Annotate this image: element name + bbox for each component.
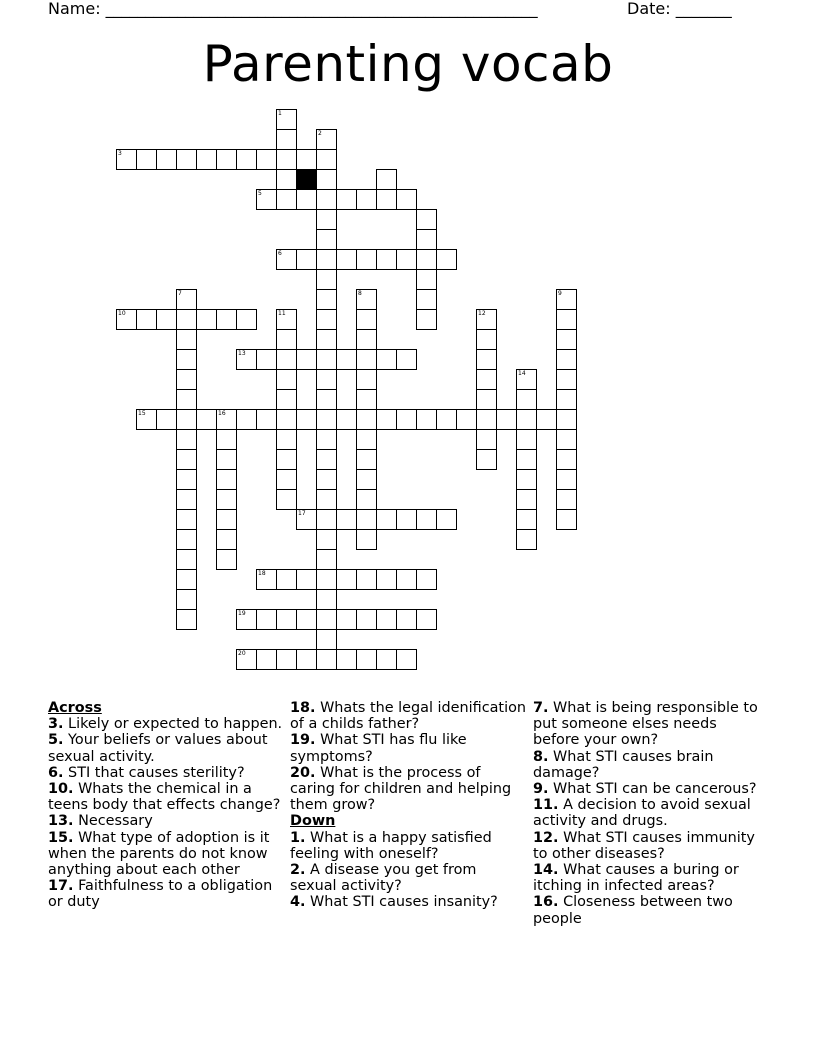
clue-text: Faithfulness to a obligation or duty — [48, 878, 273, 911]
name-field-label[interactable]: Name: ______________________________________________________ — [48, 0, 538, 18]
grid-cell[interactable] — [396, 409, 417, 430]
grid-cell[interactable] — [276, 609, 297, 630]
grid-cell[interactable] — [216, 429, 237, 450]
grid-cell[interactable] — [376, 509, 397, 530]
clue-number-label: 9 — [558, 290, 562, 297]
grid-cell[interactable] — [356, 509, 377, 530]
clue-text: Whats the chemical in a teens body that effects change? — [48, 781, 281, 814]
clue-text: Necessary — [73, 813, 153, 830]
clue-number: 20. — [290, 764, 316, 781]
grid-cell[interactable] — [556, 489, 577, 510]
grid-cell[interactable] — [176, 369, 197, 390]
grid-cell[interactable] — [356, 249, 377, 270]
grid-cell[interactable] — [336, 249, 357, 270]
grid-cell[interactable] — [276, 249, 297, 270]
grid-cell[interactable] — [556, 429, 577, 450]
grid-cell[interactable] — [116, 149, 137, 170]
clue-number-label: 13 — [238, 350, 246, 357]
clue-text: Your beliefs or values about sexual activity. — [48, 732, 268, 765]
clue-number: 19. — [290, 732, 316, 749]
clue-text: A decision to avoid sexual activity and drugs. — [533, 797, 751, 830]
grid-cell[interactable] — [556, 309, 577, 330]
clue-number-label: 15 — [138, 410, 146, 417]
grid-cell[interactable] — [416, 229, 437, 250]
grid-cell[interactable] — [396, 649, 417, 670]
grid-cell[interactable] — [296, 149, 317, 170]
across-heading: Across — [48, 700, 102, 716]
grid-cell[interactable] — [316, 309, 337, 330]
grid-cell[interactable] — [356, 429, 377, 450]
clue-number-label: 7 — [178, 290, 182, 297]
grid-cell[interactable] — [176, 589, 197, 610]
grid-cell[interactable] — [176, 609, 197, 630]
grid-cell[interactable] — [276, 129, 297, 150]
black-square — [296, 169, 317, 190]
grid-cell[interactable] — [316, 189, 337, 210]
grid-cell[interactable] — [276, 429, 297, 450]
grid-cell[interactable] — [176, 389, 197, 410]
grid-cell[interactable] — [516, 389, 537, 410]
grid-cell[interactable] — [156, 149, 177, 170]
grid-cell[interactable] — [356, 309, 377, 330]
clue-number: 11. — [533, 797, 559, 814]
grid-cell[interactable] — [176, 409, 197, 430]
grid-cell[interactable] — [336, 509, 357, 530]
grid-cell[interactable] — [296, 189, 317, 210]
page-title: Parenting vocab — [202, 35, 614, 93]
clue-across-13 — [48, 813, 283, 829]
grid-cell[interactable] — [156, 309, 177, 330]
grid-cell[interactable] — [296, 249, 317, 270]
grid-cell[interactable] — [256, 649, 277, 670]
grid-cell[interactable] — [316, 369, 337, 390]
clue-number: 18. — [290, 700, 316, 716]
clue-number-label: 14 — [518, 370, 526, 377]
grid-cell[interactable] — [396, 349, 417, 370]
grid-cell[interactable] — [296, 569, 317, 590]
grid-cell[interactable] — [276, 109, 297, 130]
grid-cell[interactable] — [416, 309, 437, 330]
grid-cell[interactable] — [356, 349, 377, 370]
grid-cell[interactable] — [316, 229, 337, 250]
clue-number: 1. — [290, 829, 306, 846]
grid-cell[interactable] — [296, 649, 317, 670]
grid-cell[interactable] — [316, 269, 337, 290]
grid-cell[interactable] — [316, 209, 337, 230]
clue-number: 8. — [533, 748, 549, 765]
grid-cell[interactable] — [236, 309, 257, 330]
clue-number-label: 3 — [118, 150, 122, 157]
grid-cell[interactable] — [336, 569, 357, 590]
clue-across-17 — [48, 878, 283, 910]
grid-cell[interactable] — [116, 309, 137, 330]
clue-down-1 — [290, 830, 526, 862]
grid-cell[interactable] — [316, 569, 337, 590]
grid-cell[interactable] — [176, 349, 197, 370]
grid-cell[interactable] — [476, 349, 497, 370]
clue-text: What STI causes brain damage? — [533, 748, 714, 781]
grid-cell[interactable] — [496, 409, 517, 430]
grid-cell[interactable] — [316, 429, 337, 450]
grid-cell[interactable] — [216, 309, 237, 330]
grid-cell[interactable] — [356, 609, 377, 630]
clue-number-label: 6 — [278, 250, 282, 257]
grid-cell[interactable] — [216, 549, 237, 570]
clue-number-label: 5 — [258, 190, 262, 197]
clue-number: 7. — [533, 700, 549, 716]
grid-cell[interactable] — [436, 509, 457, 530]
grid-cell[interactable] — [196, 149, 217, 170]
grid-cell[interactable] — [276, 489, 297, 510]
grid-cell[interactable] — [476, 329, 497, 350]
grid-cell[interactable] — [336, 189, 357, 210]
clue-across-18 — [290, 700, 526, 732]
clue-down-2 — [290, 862, 526, 894]
grid-cell[interactable] — [316, 329, 337, 350]
clues-column-1 — [48, 700, 283, 911]
grid-cell[interactable] — [236, 349, 257, 370]
grid-cell[interactable] — [416, 509, 437, 530]
grid-cell[interactable] — [176, 309, 197, 330]
clue-text: What type of adoption is it when the parents do not know anything about each other — [48, 829, 270, 879]
grid-cell[interactable] — [276, 349, 297, 370]
clue-number: 12. — [533, 829, 559, 846]
grid-cell[interactable] — [176, 149, 197, 170]
grid-cell[interactable] — [416, 289, 437, 310]
clue-text: What is being responsible to put someone elses needs before your own? — [533, 700, 758, 749]
grid-cell[interactable] — [556, 349, 577, 370]
grid-cell[interactable] — [436, 249, 457, 270]
grid-cell[interactable] — [316, 129, 337, 150]
grid-cell[interactable] — [556, 469, 577, 490]
clue-across-20 — [290, 765, 526, 814]
grid-cell[interactable] — [176, 529, 197, 550]
grid-cell[interactable] — [556, 289, 577, 310]
grid-cell[interactable] — [256, 189, 277, 210]
grid-cell[interactable] — [416, 569, 437, 590]
clue-down-9 — [533, 781, 765, 797]
grid-cell[interactable] — [316, 489, 337, 510]
grid-cell[interactable] — [196, 309, 217, 330]
clue-number: 13. — [48, 813, 74, 830]
grid-cell[interactable] — [236, 649, 257, 670]
grid-cell[interactable] — [316, 529, 337, 550]
clue-number-label: 1 — [278, 110, 282, 117]
clue-number-label: 20 — [238, 650, 246, 657]
grid-cell[interactable] — [336, 609, 357, 630]
clue-across-19 — [290, 732, 526, 764]
grid-cell[interactable] — [136, 149, 157, 170]
clue-across-5 — [48, 732, 283, 764]
clue-text: What is a happy satisfied feeling with oneself? — [290, 829, 492, 862]
grid-cell[interactable] — [276, 169, 297, 190]
clue-number-label: 10 — [118, 310, 126, 317]
grid-cell[interactable] — [276, 649, 297, 670]
clue-number-label: 19 — [238, 610, 246, 617]
clue-number: 2. — [290, 862, 306, 879]
grid-cell[interactable] — [356, 369, 377, 390]
grid-cell[interactable] — [276, 469, 297, 490]
grid-cell[interactable] — [516, 409, 537, 430]
clues-column-2 — [290, 700, 526, 911]
grid-cell[interactable] — [476, 449, 497, 470]
grid-cell[interactable] — [296, 609, 317, 630]
clue-number-label: 8 — [358, 290, 362, 297]
clue-number-label: 12 — [478, 310, 486, 317]
grid-cell[interactable] — [476, 389, 497, 410]
clue-down-7 — [533, 700, 765, 749]
grid-cell[interactable] — [276, 369, 297, 390]
grid-cell[interactable] — [376, 569, 397, 590]
grid-cell[interactable] — [176, 449, 197, 470]
clue-number-label: 16 — [218, 410, 226, 417]
grid-cell[interactable] — [556, 449, 577, 470]
grid-cell[interactable] — [296, 349, 317, 370]
grid-cell[interactable] — [176, 289, 197, 310]
grid-cell[interactable] — [356, 289, 377, 310]
grid-cell[interactable] — [316, 149, 337, 170]
grid-cell[interactable] — [176, 489, 197, 510]
grid-cell[interactable] — [176, 469, 197, 490]
clue-number: 6. — [48, 764, 64, 781]
grid-cell[interactable] — [396, 189, 417, 210]
clue-text: What causes a buring or itching in infected areas? — [533, 862, 739, 895]
clue-text: What STI can be cancerous? — [548, 781, 757, 798]
grid-cell[interactable] — [356, 449, 377, 470]
clue-number: 9. — [533, 781, 549, 798]
grid-cell[interactable] — [276, 449, 297, 470]
grid-cell[interactable] — [276, 569, 297, 590]
grid-cell[interactable] — [216, 509, 237, 530]
grid-cell[interactable] — [256, 569, 277, 590]
grid-cell[interactable] — [376, 409, 397, 430]
grid-cell[interactable] — [296, 409, 317, 430]
grid-cell[interactable] — [176, 329, 197, 350]
grid-cell[interactable] — [356, 649, 377, 670]
clue-across-10 — [48, 781, 283, 813]
clue-down-16 — [533, 894, 765, 926]
clue-number-label: 11 — [278, 310, 286, 317]
grid-cell[interactable] — [476, 429, 497, 450]
clue-number-label: 18 — [258, 570, 266, 577]
grid-cell[interactable] — [136, 309, 157, 330]
grid-cell[interactable] — [356, 329, 377, 350]
clue-number-label: 17 — [298, 510, 306, 517]
grid-cell[interactable] — [276, 329, 297, 350]
clue-text: What STI causes insanity? — [305, 894, 498, 911]
grid-cell[interactable] — [316, 169, 337, 190]
grid-cell[interactable] — [416, 269, 437, 290]
grid-cell[interactable] — [416, 249, 437, 270]
grid-cell[interactable] — [216, 409, 237, 430]
grid-cell[interactable] — [176, 429, 197, 450]
grid-cell[interactable] — [176, 549, 197, 570]
grid-cell[interactable] — [316, 349, 337, 370]
grid-cell[interactable] — [256, 409, 277, 430]
grid-cell[interactable] — [336, 349, 357, 370]
grid-cell[interactable] — [356, 409, 377, 430]
grid-cell[interactable] — [136, 409, 157, 430]
clue-number: 17. — [48, 878, 74, 895]
clue-text: What STI causes immunity to other diseases? — [533, 829, 755, 862]
grid-cell[interactable] — [476, 309, 497, 330]
grid-cell[interactable] — [256, 349, 277, 370]
clue-number: 15. — [48, 829, 74, 846]
date-field-label[interactable]: Date: _______ — [627, 0, 732, 18]
grid-cell[interactable] — [216, 149, 237, 170]
grid-cell[interactable] — [236, 149, 257, 170]
grid-cell[interactable] — [356, 469, 377, 490]
grid-cell[interactable] — [396, 249, 417, 270]
grid-cell[interactable] — [316, 629, 337, 650]
grid-cell[interactable] — [316, 389, 337, 410]
grid-cell[interactable] — [556, 409, 577, 430]
grid-cell[interactable] — [236, 609, 257, 630]
clue-number: 3. — [48, 716, 64, 733]
clue-across-15 — [48, 830, 283, 879]
grid-cell[interactable] — [216, 469, 237, 490]
grid-cell[interactable] — [396, 569, 417, 590]
grid-cell[interactable] — [256, 149, 277, 170]
clue-down-4 — [290, 894, 526, 910]
grid-cell[interactable] — [516, 469, 537, 490]
clue-text: A disease you get from sexual activity? — [290, 862, 477, 895]
clue-text: What STI has flu like symptoms? — [290, 732, 467, 765]
grid-cell[interactable] — [556, 389, 577, 410]
clue-number: 16. — [533, 894, 559, 911]
grid-cell[interactable] — [356, 529, 377, 550]
grid-cell[interactable] — [356, 389, 377, 410]
grid-cell[interactable] — [376, 169, 397, 190]
clue-text: Whats the legal idenification of a childs father? — [290, 700, 526, 733]
clue-down-12 — [533, 830, 765, 862]
grid-cell[interactable] — [516, 509, 537, 530]
grid-cell[interactable] — [396, 509, 417, 530]
grid-cell[interactable] — [176, 569, 197, 590]
grid-cell[interactable] — [276, 309, 297, 330]
grid-cell[interactable] — [396, 609, 417, 630]
grid-cell[interactable] — [376, 189, 397, 210]
grid-cell[interactable] — [276, 389, 297, 410]
grid-cell[interactable] — [316, 449, 337, 470]
clue-across-3 — [48, 716, 283, 732]
grid-cell[interactable] — [536, 409, 557, 430]
grid-cell[interactable] — [516, 369, 537, 390]
grid-cell[interactable] — [356, 569, 377, 590]
grid-cell[interactable] — [296, 509, 317, 530]
grid-cell[interactable] — [516, 529, 537, 550]
grid-cell[interactable] — [316, 649, 337, 670]
clue-text: Closeness between two people — [533, 894, 733, 927]
clue-down-11 — [533, 797, 765, 829]
grid-cell[interactable] — [416, 409, 437, 430]
grid-cell[interactable] — [336, 409, 357, 430]
grid-cell[interactable] — [216, 489, 237, 510]
grid-cell[interactable] — [216, 449, 237, 470]
grid-cell[interactable] — [416, 209, 437, 230]
grid-cell[interactable] — [416, 609, 437, 630]
grid-cell[interactable] — [556, 509, 577, 530]
grid-cell[interactable] — [236, 409, 257, 430]
grid-cell[interactable] — [356, 489, 377, 510]
grid-cell[interactable] — [156, 409, 177, 430]
grid-cell[interactable] — [276, 409, 297, 430]
grid-cell[interactable] — [436, 409, 457, 430]
grid-cell[interactable] — [556, 329, 577, 350]
grid-cell[interactable] — [316, 609, 337, 630]
grid-cell[interactable] — [456, 409, 477, 430]
grid-cell[interactable] — [276, 189, 297, 210]
grid-cell[interactable] — [516, 449, 537, 470]
grid-cell[interactable] — [176, 509, 197, 530]
grid-cell[interactable] — [316, 549, 337, 570]
grid-cell[interactable] — [376, 249, 397, 270]
grid-cell[interactable] — [376, 649, 397, 670]
grid-cell[interactable] — [256, 609, 277, 630]
grid-cell[interactable] — [376, 349, 397, 370]
grid-cell[interactable] — [216, 529, 237, 550]
clue-number: 5. — [48, 732, 64, 749]
grid-cell[interactable] — [196, 409, 217, 430]
clue-text: What is the process of caring for children and helping them grow? — [290, 764, 512, 814]
grid-cell[interactable] — [316, 409, 337, 430]
clue-number-label: 2 — [318, 130, 322, 137]
grid-cell[interactable] — [316, 249, 337, 270]
down-heading: Down — [290, 813, 336, 830]
grid-cell[interactable] — [336, 649, 357, 670]
grid-cell[interactable] — [356, 189, 377, 210]
clue-number: 4. — [290, 894, 306, 911]
clue-down-8 — [533, 749, 765, 781]
grid-cell[interactable] — [556, 369, 577, 390]
grid-cell[interactable] — [516, 429, 537, 450]
grid-cell[interactable] — [276, 149, 297, 170]
clues-column-3 — [533, 700, 765, 927]
grid-cell[interactable] — [316, 589, 337, 610]
clue-text: STI that causes sterility? — [63, 764, 245, 781]
grid-cell[interactable] — [376, 609, 397, 630]
grid-cell[interactable] — [476, 409, 497, 430]
grid-cell[interactable] — [316, 289, 337, 310]
clue-down-14 — [533, 862, 765, 894]
grid-cell[interactable] — [476, 369, 497, 390]
clue-number: 14. — [533, 862, 559, 879]
grid-cell[interactable] — [516, 489, 537, 510]
grid-cell[interactable] — [316, 469, 337, 490]
clue-number: 10. — [48, 781, 74, 798]
clue-text: Likely or expected to happen. — [63, 716, 283, 733]
clue-across-6 — [48, 765, 283, 781]
grid-cell[interactable] — [316, 509, 337, 530]
